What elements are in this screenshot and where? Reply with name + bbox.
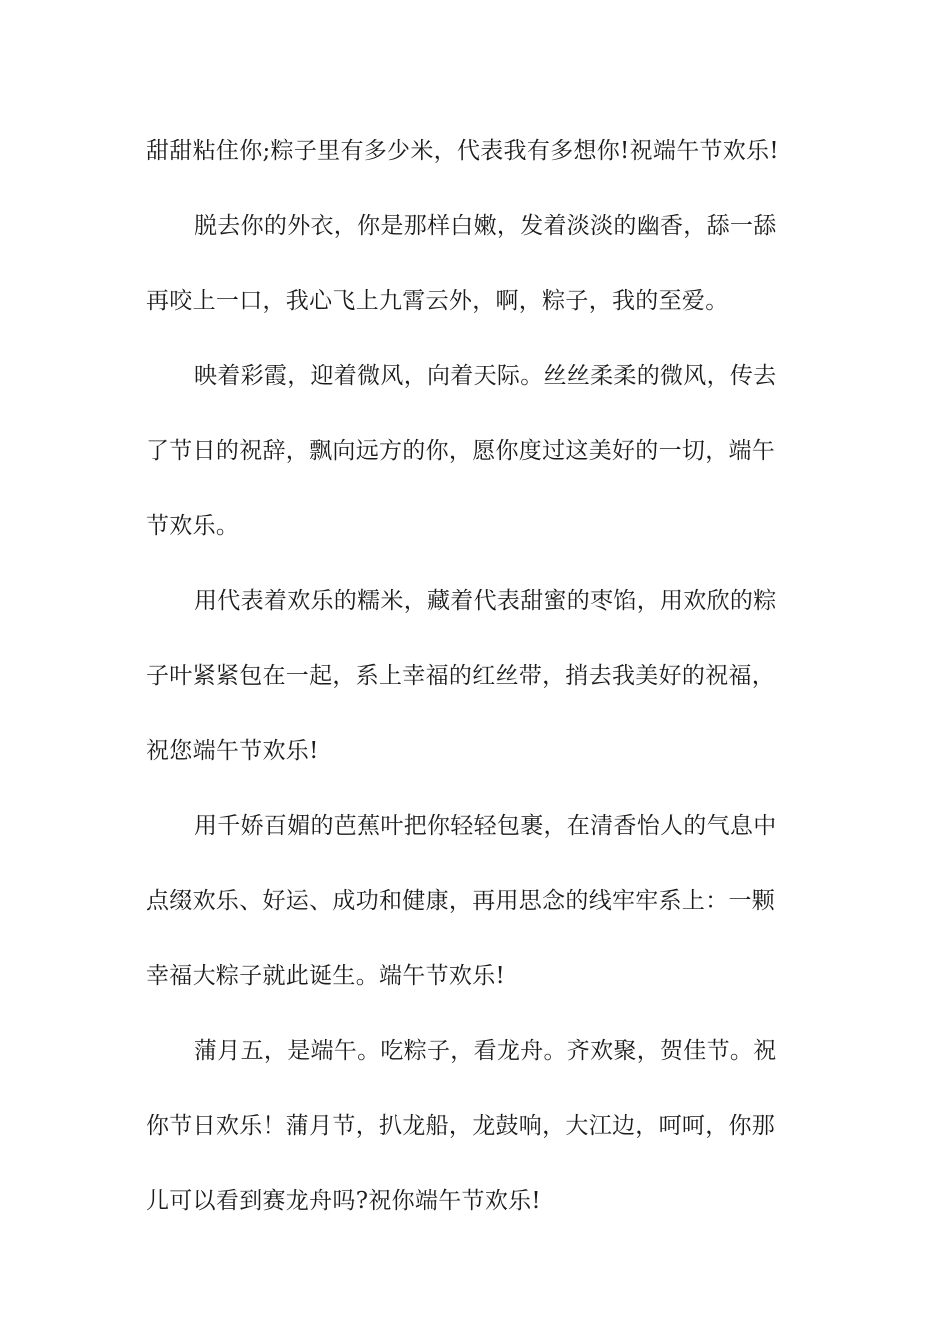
text-line: 祝您端午节欢乐! [146, 738, 319, 764]
paragraph-first-line: 蒲月五，是端午。吃粽子，看龙舟。齐欢聚，贺佳节。祝 [194, 1038, 777, 1064]
text-line: 你节日欢乐！蒲月节，扒龙船，龙鼓响，大江边，呵呵，你那 [146, 1113, 776, 1139]
text-line: 节欢乐。 [146, 513, 240, 539]
text-line: 甜甜粘住你;粽子里有多少米，代表我有多想你!祝端午节欢乐! [146, 138, 779, 164]
text-line: 了节日的祝辞，飘向远方的你，愿你度过这美好的一切，端午 [146, 438, 776, 464]
paragraph-first-line: 用千娇百媚的芭蕉叶把你轻轻包裹，在清香怡人的气息中 [194, 813, 777, 839]
text-line: 幸福大粽子就此诞生。端午节欢乐! [146, 963, 506, 989]
paragraph-first-line: 映着彩霞，迎着微风，向着天际。丝丝柔柔的微风，传去 [194, 363, 777, 389]
text-line: 点缀欢乐、好运、成功和健康，再用思念的线牢牢系上：一颗 [146, 888, 776, 914]
paragraph-first-line: 脱去你的外衣，你是那样白嫩，发着淡淡的幽香，舔一舔 [194, 213, 777, 239]
paragraph-first-line: 用代表着欢乐的糯米，藏着代表甜蜜的枣馅，用欢欣的粽 [194, 588, 777, 614]
text-line: 再咬上一口，我心飞上九霄云外，啊，粽子，我的至爱。 [146, 288, 729, 314]
text-line: 儿可以看到赛龙舟吗?祝你端午节欢乐! [146, 1188, 541, 1214]
text-line: 子叶紧紧包在一起，系上幸福的红丝带，捎去我美好的祝福， [146, 663, 776, 689]
